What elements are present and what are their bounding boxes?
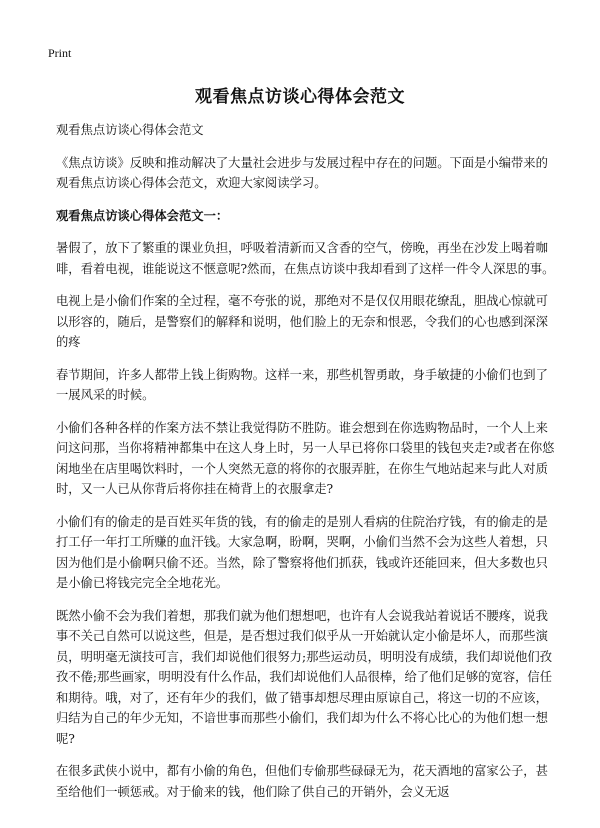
paragraph: 在很多武侠小说中，都有小偷的角色，但他们专偷那些碌碌无为，花天酒地的富家公子，甚至给他们一顿惩戒。对于偷来的钱，他们除了供自己的开销外，会义无返 (56, 764, 548, 799)
paragraph: 春节期间，许多人都带上钱上街购物。这样一来，那些机智勇敢，身手敏捷的小偷们也到了一展风采的时候。 (56, 367, 548, 402)
paragraph: 既然小偷不会为我们着想，那我们就为他们想想吧，也许有人会说我站着说话不腰疼，说我事不关己自然可以说这些，但是，是否想过我们似乎从一开始就认定小偷是坏人，而那些演员，明明毫无演技可言，我们却说他们很努力;那些运动员，明明没有成绩，我们却说他们孜孜不倦;那些画家，明明没有什么作品，我们却说他们人品很棒，给了他们足够的宽容，信任和期待。哦，对了，还有年少的我们，做了错事却想尽理由原谅自己，将这一切的不应该，归结为自己的年少无知，不谙世事而那些小偷们，我们却为什么不将心比心的为他们想一想呢? (56, 608, 553, 746)
paragraph: 小偷们各种各样的作案方法不禁让我觉得防不胜防。谁会想到在你选购物品时，一个人上来问这问那，当你将精神都集中在这人身上时，另一人早已将你口袋里的钱包夹走?或者在你悠闲地坐在店里喝饮料时，一个人突然无意的将你的衣服弄脏，在你生气地站起来与此人对质时，又一人已从你背后将你挂在椅背上的衣服拿走? (56, 420, 555, 496)
paragraph: 小偷们有的偷走的是百姓买年货的钱，有的偷走的是别人看病的住院治疗钱，有的偷走的是打工仔一年打工所赚的血汗钱。大家急啊，盼啊，哭啊，小偷们当然不会为这些人着想，只因为他们是小偷啊只偷不还。当然，除了警察将他们抓获，钱或许还能回来，但大多数也只是小偷已将钱完完全全地花光。 (56, 514, 548, 590)
subtitle-line: 观看焦点访谈心得体会范文 (56, 123, 204, 137)
paragraph: 暑假了，放下了繁重的课业负担，呼吸着清新而又含香的空气，傍晚，再坐在沙发上喝着咖啡，看着电视，谁能说这不惬意呢?然而，在焦点访谈中我却看到了这样一件令人深思的事。 (56, 241, 555, 276)
intro-paragraph: 《焦点访谈》反映和推动解决了大量社会进步与发展过程中存在的问题。下面是小编带来的观看焦点访谈心得体会范文，欢迎大家阅读学习。 (56, 155, 548, 190)
document-body (56, 120, 556, 814)
paragraph: 电视上是小偷们作案的全过程，毫不夸张的说，那绝对不是仅仅用眼花缭乱，胆战心惊就可以形容的，随后，是警察们的解释和说明，他们脸上的无奈和恨恶，令我们的心也感到深深的疼 (56, 294, 548, 349)
print-label[interactable]: Print (48, 46, 72, 60)
page-title: 观看焦点访谈心得体会范文 (195, 87, 405, 107)
section-heading: 观看焦点访谈心得体会范文一： (56, 207, 229, 223)
